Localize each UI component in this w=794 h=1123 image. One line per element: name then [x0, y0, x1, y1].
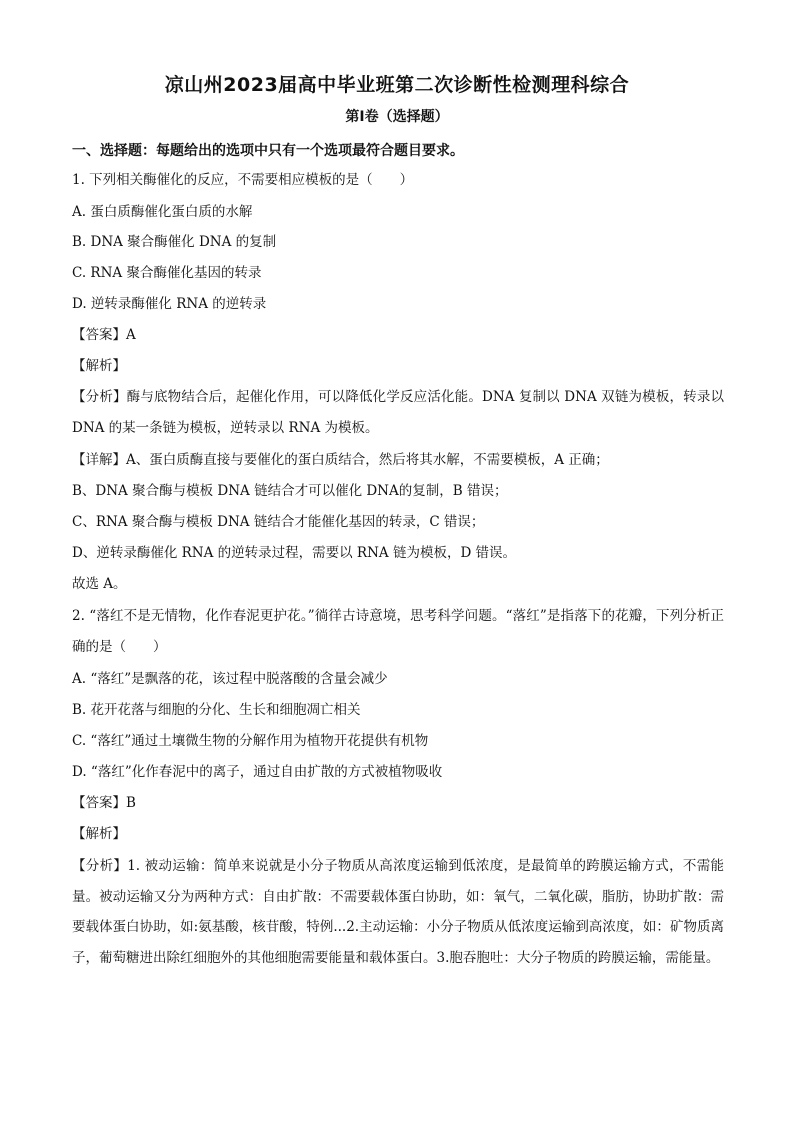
- question-2-option-c: C. “落红”通过土壤微生物的分解作用为植物开花提供有机物: [72, 733, 429, 749]
- question-2-stem: 2. “落红不是无情物，化作春泥更护花。”徜徉古诗意境，思考科学问题。“落红”是指落下的花瓣，下列分析正确的是（ ）: [72, 608, 724, 655]
- section-heading: 一、选择题：每题给出的选项中只有一个选项最符合题目要求。: [72, 143, 464, 159]
- question-1-option-d: D. 逆转录酶催化 RNA 的逆转录: [72, 296, 267, 312]
- question-2-jiexi-label: 【解析】: [72, 826, 126, 842]
- question-2-option-a: A. “落红”是飘落的花，该过程中脱落酸的含量会减少: [72, 671, 388, 687]
- question-1-detail-line: C、RNA 聚合酶与模板 DNA 链结合才能催化基因的转录，C 错误；: [72, 514, 485, 530]
- question-2-option-b: B. 花开花落与细胞的分化、生长和细胞凋亡相关: [72, 702, 361, 718]
- page-subtitle: 第Ⅰ卷（选择题）: [345, 109, 449, 125]
- question-1-analysis: 【分析】酶与底物结合后，起催化作用，可以降低化学反应活化能。DNA 复制以 DNA 双链为模板，转录以 DNA 的某一条链为模板，逆转录以 RNA 为模板。: [72, 389, 724, 436]
- question-1-stem: 1. 下列相关酶催化的反应，不需要相应模板的是（ ）: [72, 172, 414, 188]
- question-1-detail-line: 【详解】A、蛋白质酶直接与要催化的蛋白质结合，然后将其水解，不需要模板，A 正确；: [72, 452, 609, 468]
- question-1-answer: 【答案】A: [72, 327, 136, 343]
- question-1-conclusion: 故选 A。: [72, 576, 127, 592]
- page-title: 凉山州2023届高中毕业班第二次诊断性检测理科综合: [164, 74, 630, 96]
- question-2-analysis: 【分析】1. 被动运输：简单来说就是小分子物质从高浓度运输到低浓度，是最简单的跨膜运输方式，不需能量。被动运输又分为两种方式：自由扩散：不需要载体蛋白协助，如：氧气，二氧化碳，脂肪，协助扩散：需要载体蛋白协助，如:氨基酸，核苷酸，特例...2.主动运输：小分子物质从低浓度运输到高浓度，如：矿物质离子，葡萄糖进出除红细胞外的其他细胞需要能量和载体蛋白。3.胞吞胞吐：大分子物质的跨膜运输，需能量。: [72, 858, 724, 966]
- question-2-answer: 【答案】B: [72, 795, 136, 811]
- question-1-jiexi-label: 【解析】: [72, 358, 126, 374]
- question-1-detail-line: B、DNA 聚合酶与模板 DNA 链结合才可以催化 DNA的复制，B 错误；: [72, 483, 508, 499]
- question-2-option-d: D. “落红”化作春泥中的离子，通过自由扩散的方式被植物吸收: [72, 764, 443, 780]
- question-1-detail-line: D、逆转录酶催化 RNA 的逆转录过程，需要以 RNA 链为模板，D 错误。: [72, 545, 517, 561]
- question-1-option-a: A. 蛋白质酶催化蛋白质的水解: [72, 204, 253, 220]
- question-1-option-b: B. DNA 聚合酶催化 DNA 的复制: [72, 234, 277, 250]
- question-1-option-c: C. RNA 聚合酶催化基因的转录: [72, 265, 262, 281]
